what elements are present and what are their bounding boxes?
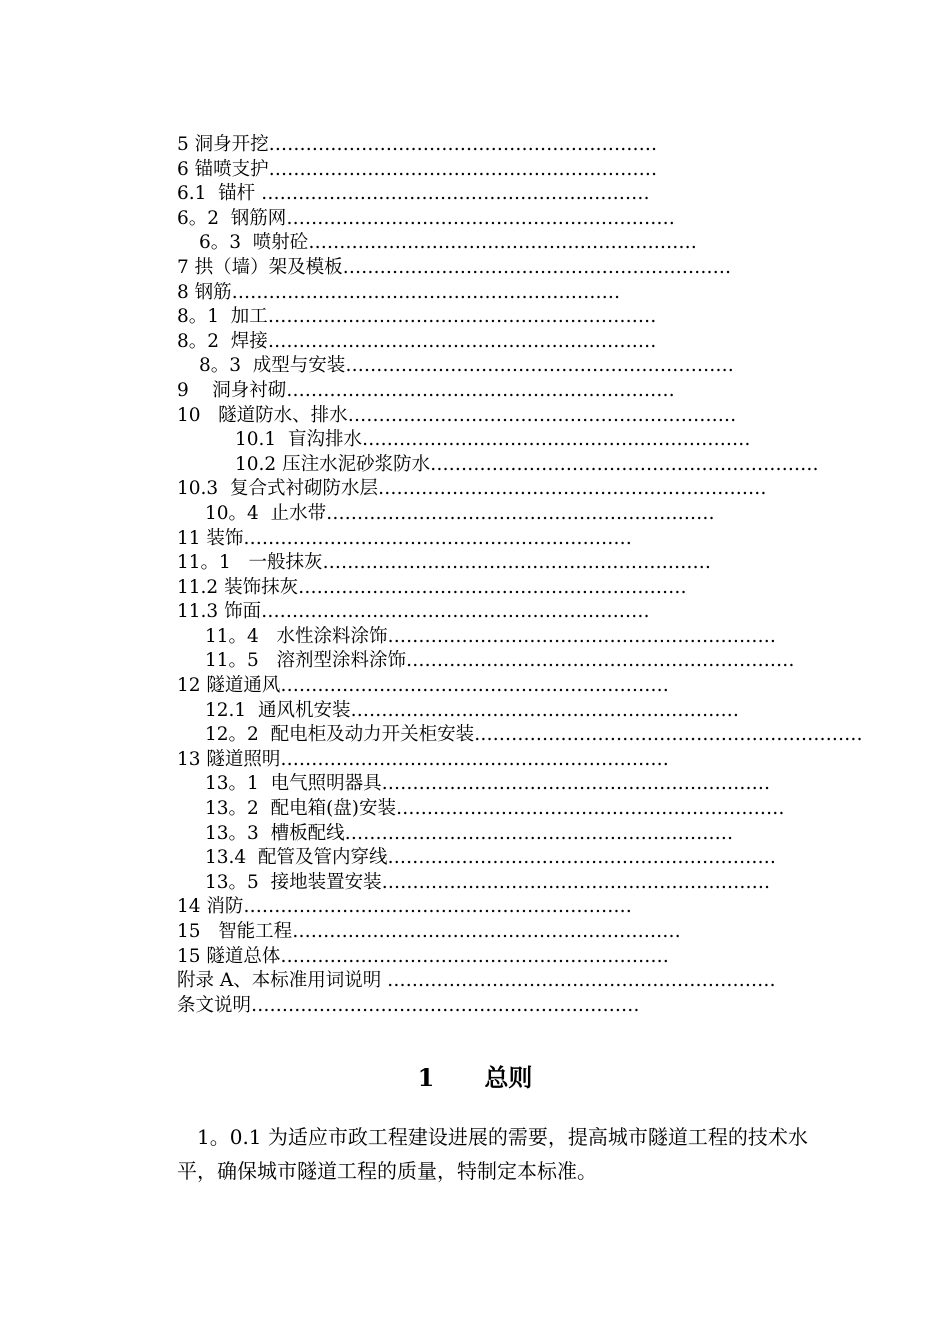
toc-entry-label: 13 隧道照明 xyxy=(177,748,281,770)
toc-entry[interactable] xyxy=(177,354,797,379)
toc-entry-label: 10 隧道防水、排水 xyxy=(177,404,348,426)
toc-entry-label: 8。2 焊接 xyxy=(177,330,268,352)
toc-entry[interactable] xyxy=(177,453,819,478)
toc-entry-label: 14 消防 xyxy=(177,896,244,918)
toc-entry[interactable] xyxy=(177,182,797,207)
toc-entry-label: 7 拱（墙）架及模板 xyxy=(177,256,343,278)
toc-leader-dots: ……………………………………………………… xyxy=(430,453,819,475)
toc-entry-label: 13。3 槽板配线 xyxy=(205,822,345,844)
toc-entry[interactable] xyxy=(177,576,797,601)
toc-entry-label: 12.1 通风机安装 xyxy=(205,699,351,721)
toc-leader-dots: ……………………………………………………… xyxy=(243,527,632,549)
toc-leader-dots: ……………………………………………………… xyxy=(396,798,785,820)
toc-entry[interactable] xyxy=(177,502,797,527)
toc-leader-dots: ……………………………………………………… xyxy=(261,601,650,623)
toc-entry-label: 10。4 止水带 xyxy=(205,502,327,524)
toc-leader-dots: ……………………………………………………… xyxy=(267,306,657,328)
toc-leader-dots: ……………………………………………………… xyxy=(345,355,734,377)
section-heading xyxy=(0,1058,950,1093)
toc-leader-dots: ……………………………………………………… xyxy=(361,429,751,451)
toc-entry[interactable] xyxy=(177,281,797,306)
toc-leader-dots: ……………………………………………………… xyxy=(474,724,863,746)
toc-entry[interactable] xyxy=(177,625,797,650)
toc-entry[interactable] xyxy=(177,428,797,453)
toc-leader-dots: ……………………………………………………… xyxy=(387,970,776,992)
clause-number: 1。0.1 xyxy=(197,1125,262,1149)
toc-entry-label: 11。4 水性涂料涂饰 xyxy=(205,625,388,647)
toc-leader-dots: ……………………………………………………… xyxy=(322,552,711,574)
toc-entry-label: 13。2 配电箱(盘)安装 xyxy=(205,798,397,820)
toc-entry-label: 8 钢筋 xyxy=(177,281,232,303)
section-number: 1 xyxy=(417,1063,435,1092)
clause-text: 为适应市政工程建设进展的需要，提高城市隧道工程的技术水平，确保城市隧道工程的质量，特制定本标准。 xyxy=(177,1125,808,1183)
toc-leader-dots: ……………………………………………………… xyxy=(243,896,632,918)
toc-entry[interactable] xyxy=(177,551,797,576)
toc-entry-label: 6。3 喷射砼 xyxy=(199,232,309,254)
toc-leader-dots: ……………………………………………………… xyxy=(326,502,715,524)
toc-entry[interactable] xyxy=(177,723,863,748)
toc-leader-dots: ……………………………………………………… xyxy=(381,773,771,795)
toc-leader-dots: ……………………………………………………… xyxy=(387,625,776,647)
toc-entry[interactable] xyxy=(177,797,797,822)
toc-leader-dots: ……………………………………………………… xyxy=(377,478,767,500)
toc-entry-label: 12 隧道通风 xyxy=(177,675,281,697)
toc-entry-label: 13。5 接地装置安装 xyxy=(205,871,382,893)
toc-entry-label: 6 锚喷支护 xyxy=(177,158,269,180)
toc-entry[interactable] xyxy=(177,846,797,871)
toc-leader-dots: ……………………………………………………… xyxy=(292,921,681,942)
toc-entry-label: 10.2 压注水泥砂浆防水 xyxy=(235,453,431,475)
toc-entry-label: 11。5 溶剂型涂料涂饰 xyxy=(205,650,406,672)
toc-entry-label: 附录 A、本标准用词说明 xyxy=(177,970,388,992)
toc-entry[interactable] xyxy=(177,330,797,355)
toc-entry[interactable] xyxy=(177,920,797,945)
toc-leader-dots: ……………………………………………………… xyxy=(308,232,697,254)
toc-leader-dots: ……………………………………………………… xyxy=(405,650,795,672)
toc-leader-dots: ……………………………………………………… xyxy=(280,945,669,967)
toc-entry[interactable] xyxy=(177,379,797,404)
toc-entry[interactable] xyxy=(177,527,797,552)
toc-entry[interactable] xyxy=(177,207,797,232)
toc-entry[interactable] xyxy=(177,600,797,625)
toc-entry[interactable] xyxy=(177,699,797,724)
toc-entry[interactable] xyxy=(177,871,797,896)
toc-entry[interactable] xyxy=(177,133,797,158)
toc-leader-dots: ……………………………………………………… xyxy=(347,404,737,426)
toc-entry[interactable] xyxy=(177,477,797,502)
toc-entry-label: 8。3 成型与安装 xyxy=(199,355,346,377)
toc-leader-dots: ……………………………………………………… xyxy=(286,379,675,401)
toc-leader-dots: ……………………………………………………… xyxy=(286,207,675,229)
section-title: 总则 xyxy=(484,1063,533,1092)
toc-entry[interactable] xyxy=(177,158,797,183)
toc-entry-label: 10.1 盲沟排水 xyxy=(235,429,362,451)
toc-leader-dots: ……………………………………………………… xyxy=(387,847,776,869)
toc-entry-label: 13.4 配管及管内穿线 xyxy=(205,847,388,869)
toc-entry[interactable] xyxy=(177,748,797,773)
toc-entry[interactable] xyxy=(177,649,797,674)
toc-entry-label: 9 洞身衬砌 xyxy=(177,379,287,401)
toc-entry[interactable] xyxy=(177,404,797,429)
toc-leader-dots: ……………………………………………………… xyxy=(344,822,734,844)
toc-entry[interactable] xyxy=(177,969,797,994)
toc-entry[interactable] xyxy=(177,895,797,920)
toc-leader-dots: ……………………………………………………… xyxy=(267,330,657,352)
toc-entry[interactable] xyxy=(177,256,797,281)
toc-entry-label: 12。2 配电柜及动力开关柜安装 xyxy=(205,724,475,746)
toc-entry[interactable] xyxy=(177,231,797,256)
toc-leader-dots: ……………………………………………………… xyxy=(268,158,658,180)
toc-entry-label: 15 隧道总体 xyxy=(177,945,281,967)
toc-leader-dots: ……………………………………………………… xyxy=(298,576,687,598)
toc-leader-dots: ……………………………………………………… xyxy=(251,994,640,1016)
toc-leader-dots: ……………………………………………………… xyxy=(280,675,669,697)
toc-leader-dots: ……………………………………………………… xyxy=(261,183,650,205)
toc-entry-label: 5 洞身开挖 xyxy=(177,134,269,155)
toc-entry[interactable] xyxy=(177,674,797,699)
toc-leader-dots: ……………………………………………………… xyxy=(350,699,739,721)
toc-entry-label: 11.2 装饰抹灰 xyxy=(177,576,299,598)
toc-entry-label: 8。1 加工 xyxy=(177,306,268,328)
toc-entry-label: 条文说明 xyxy=(177,994,252,1016)
toc-entry-label: 13。1 电气照明器具 xyxy=(205,773,382,795)
toc-entry-label: 11 装饰 xyxy=(177,527,244,549)
toc-leader-dots: ……………………………………………………… xyxy=(342,256,732,278)
toc-leader-dots: ……………………………………………………… xyxy=(231,281,621,303)
toc-leader-dots: ……………………………………………………… xyxy=(268,134,658,155)
toc-entry[interactable] xyxy=(177,305,797,330)
toc-entry-label: 11.3 饰面 xyxy=(177,601,262,623)
toc-entry-label: 6.1 锚杆 xyxy=(177,183,262,205)
toc-leader-dots: ……………………………………………………… xyxy=(280,748,669,770)
toc-entry[interactable] xyxy=(177,772,797,797)
toc-entry[interactable] xyxy=(177,945,797,970)
toc-leader-dots: ……………………………………………………… xyxy=(381,871,771,893)
toc-entry[interactable] xyxy=(177,822,797,847)
toc-entry[interactable] xyxy=(177,994,797,1019)
toc-entry-label: 10.3 复合式衬砌防水层 xyxy=(177,478,378,500)
toc-entry-label: 6。2 钢筋网 xyxy=(177,207,287,229)
body-paragraph xyxy=(177,1120,817,1188)
toc-entry-label: 15 智能工程 xyxy=(177,921,293,942)
toc-entry-label: 11。1 一般抹灰 xyxy=(177,552,323,574)
table-of-contents xyxy=(177,133,863,1018)
